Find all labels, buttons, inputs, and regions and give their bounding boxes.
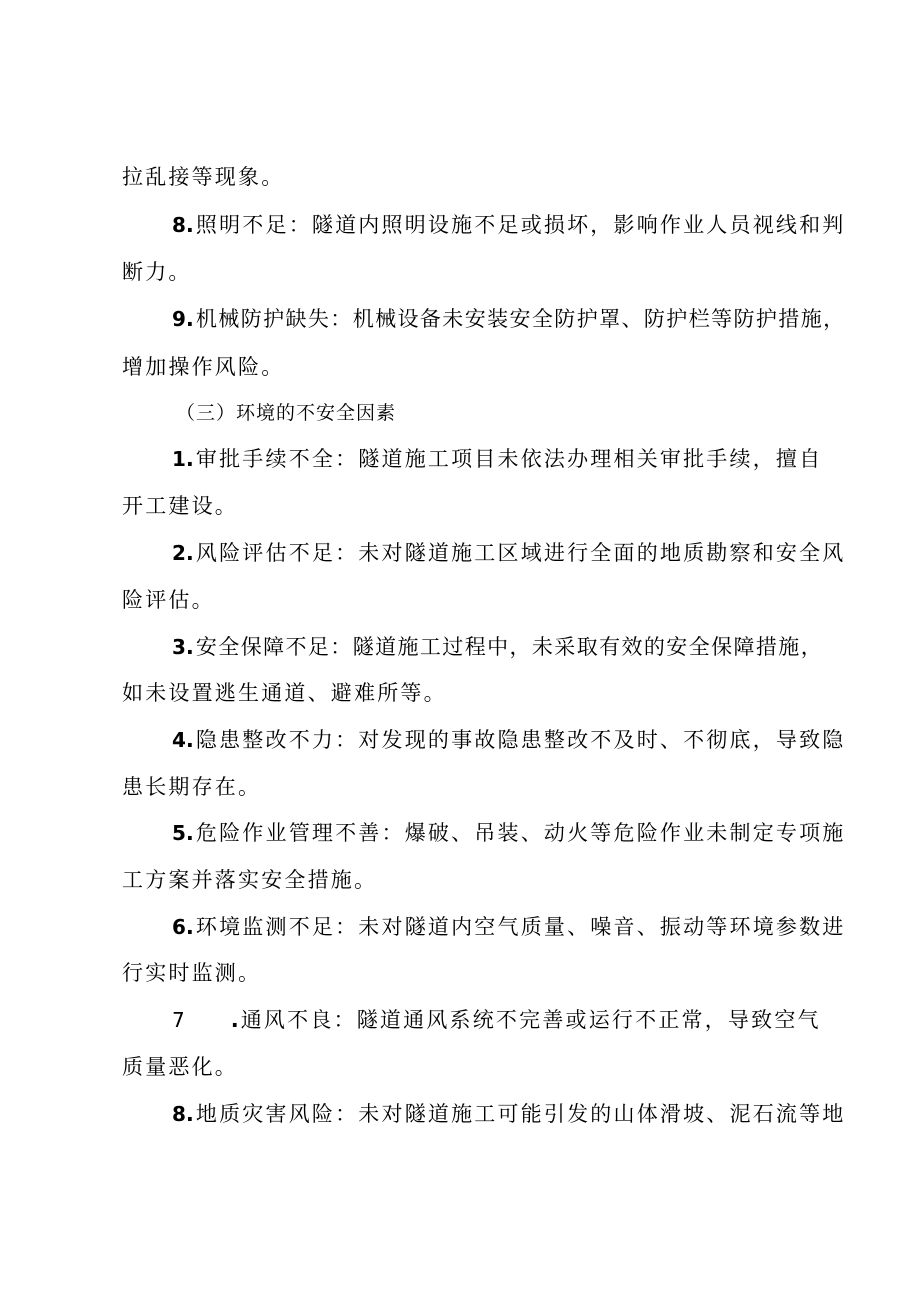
list-item-number: 1 bbox=[172, 447, 186, 471]
list-item-dot: . bbox=[185, 541, 194, 565]
line-text: 照明不足：隧道内照明设施不足或损坏，影响作业人员视线和判 bbox=[195, 213, 846, 237]
paragraph-line bbox=[0, 255, 920, 289]
list-item-line bbox=[0, 1003, 920, 1037]
paragraph-line bbox=[0, 676, 920, 710]
list-item-dot: . bbox=[185, 915, 194, 939]
line-text: 患长期存在。 bbox=[122, 775, 262, 799]
list-item-number: 2 bbox=[172, 541, 186, 565]
list-item-line bbox=[0, 1097, 920, 1131]
list-item-dot: . bbox=[185, 1102, 194, 1126]
line-text: 风险评估不足：未对隧道施工区域进行全面的地质勘察和安全风 bbox=[195, 541, 846, 565]
line-text: 开工建设。 bbox=[122, 494, 238, 518]
line-text: 地质灾害风险：未对隧道施工可能引发的山体滑坡、泥石流等地 bbox=[195, 1102, 846, 1126]
line-text: 危险作业管理不善：爆破、吊装、动火等危险作业未制定专项施 bbox=[195, 821, 846, 845]
list-item-number: 7 bbox=[172, 1008, 185, 1032]
list-item-number: 3 bbox=[172, 635, 186, 659]
line-text: 断力。 bbox=[122, 260, 192, 284]
line-text: 安全保障不足：隧道施工过程中，未采取有效的安全保障措施， bbox=[195, 635, 824, 659]
list-item-line bbox=[0, 536, 920, 570]
list-item-line bbox=[0, 910, 920, 944]
section-heading bbox=[0, 396, 920, 430]
paragraph-line bbox=[0, 770, 920, 804]
line-text: 增加操作风险。 bbox=[122, 355, 285, 379]
list-item-line bbox=[0, 630, 920, 664]
line-text: 拉乱接等现象。 bbox=[122, 165, 285, 189]
list-item-line bbox=[0, 208, 920, 242]
list-item-dot: . bbox=[185, 213, 194, 237]
list-item-number: 8 bbox=[172, 213, 186, 237]
section-heading-text: （三）环境的不安全因素 bbox=[176, 402, 397, 424]
list-item-number: 9 bbox=[172, 307, 186, 331]
line-text: 质量恶化。 bbox=[122, 1055, 238, 1079]
line-text: 险评估。 bbox=[122, 588, 215, 612]
list-item-number: 6 bbox=[172, 915, 186, 939]
list-item-dot: . bbox=[185, 447, 194, 471]
list-item-dot: . bbox=[230, 1008, 239, 1032]
list-item-dot: . bbox=[185, 728, 194, 752]
paragraph-line bbox=[0, 863, 920, 897]
paragraph-line bbox=[0, 160, 920, 194]
paragraph-line bbox=[0, 956, 920, 990]
list-item-number: 8 bbox=[172, 1102, 186, 1126]
list-item-number: 5 bbox=[172, 821, 186, 845]
paragraph-line bbox=[0, 583, 920, 617]
list-item-line bbox=[0, 723, 920, 757]
line-text: 审批手续不全：隧道施工项目未依法办理相关审批手续，擅自 bbox=[195, 447, 823, 471]
list-item-line bbox=[0, 816, 920, 850]
list-item-line bbox=[0, 442, 920, 476]
line-text: 机械防护缺失：机械设备未安装安全防护罩、防护栏等防护措施， bbox=[195, 307, 846, 331]
list-item-dot: . bbox=[185, 635, 194, 659]
paragraph-line bbox=[0, 350, 920, 384]
line-text: 工方案并落实安全措施。 bbox=[122, 868, 378, 892]
list-item-line bbox=[0, 302, 920, 336]
list-item-number: 4 bbox=[172, 728, 186, 752]
paragraph-line bbox=[0, 1050, 920, 1084]
list-item-dot: . bbox=[185, 821, 194, 845]
line-text: 如未设置逃生通道、避难所等。 bbox=[122, 681, 447, 705]
line-text: 隐患整改不力：对发现的事故隐患整改不及时、不彻底，导致隐 bbox=[195, 728, 846, 752]
list-item-dot: . bbox=[185, 307, 194, 331]
paragraph-line bbox=[0, 489, 920, 523]
line-text: 环境监测不足：未对隧道内空气质量、噪音、振动等环境参数进 bbox=[195, 915, 846, 939]
line-text: 通风不良：隧道通风系统不完善或运行不正常，导致空气 bbox=[240, 1008, 821, 1032]
line-text: 行实时监测。 bbox=[122, 961, 262, 985]
